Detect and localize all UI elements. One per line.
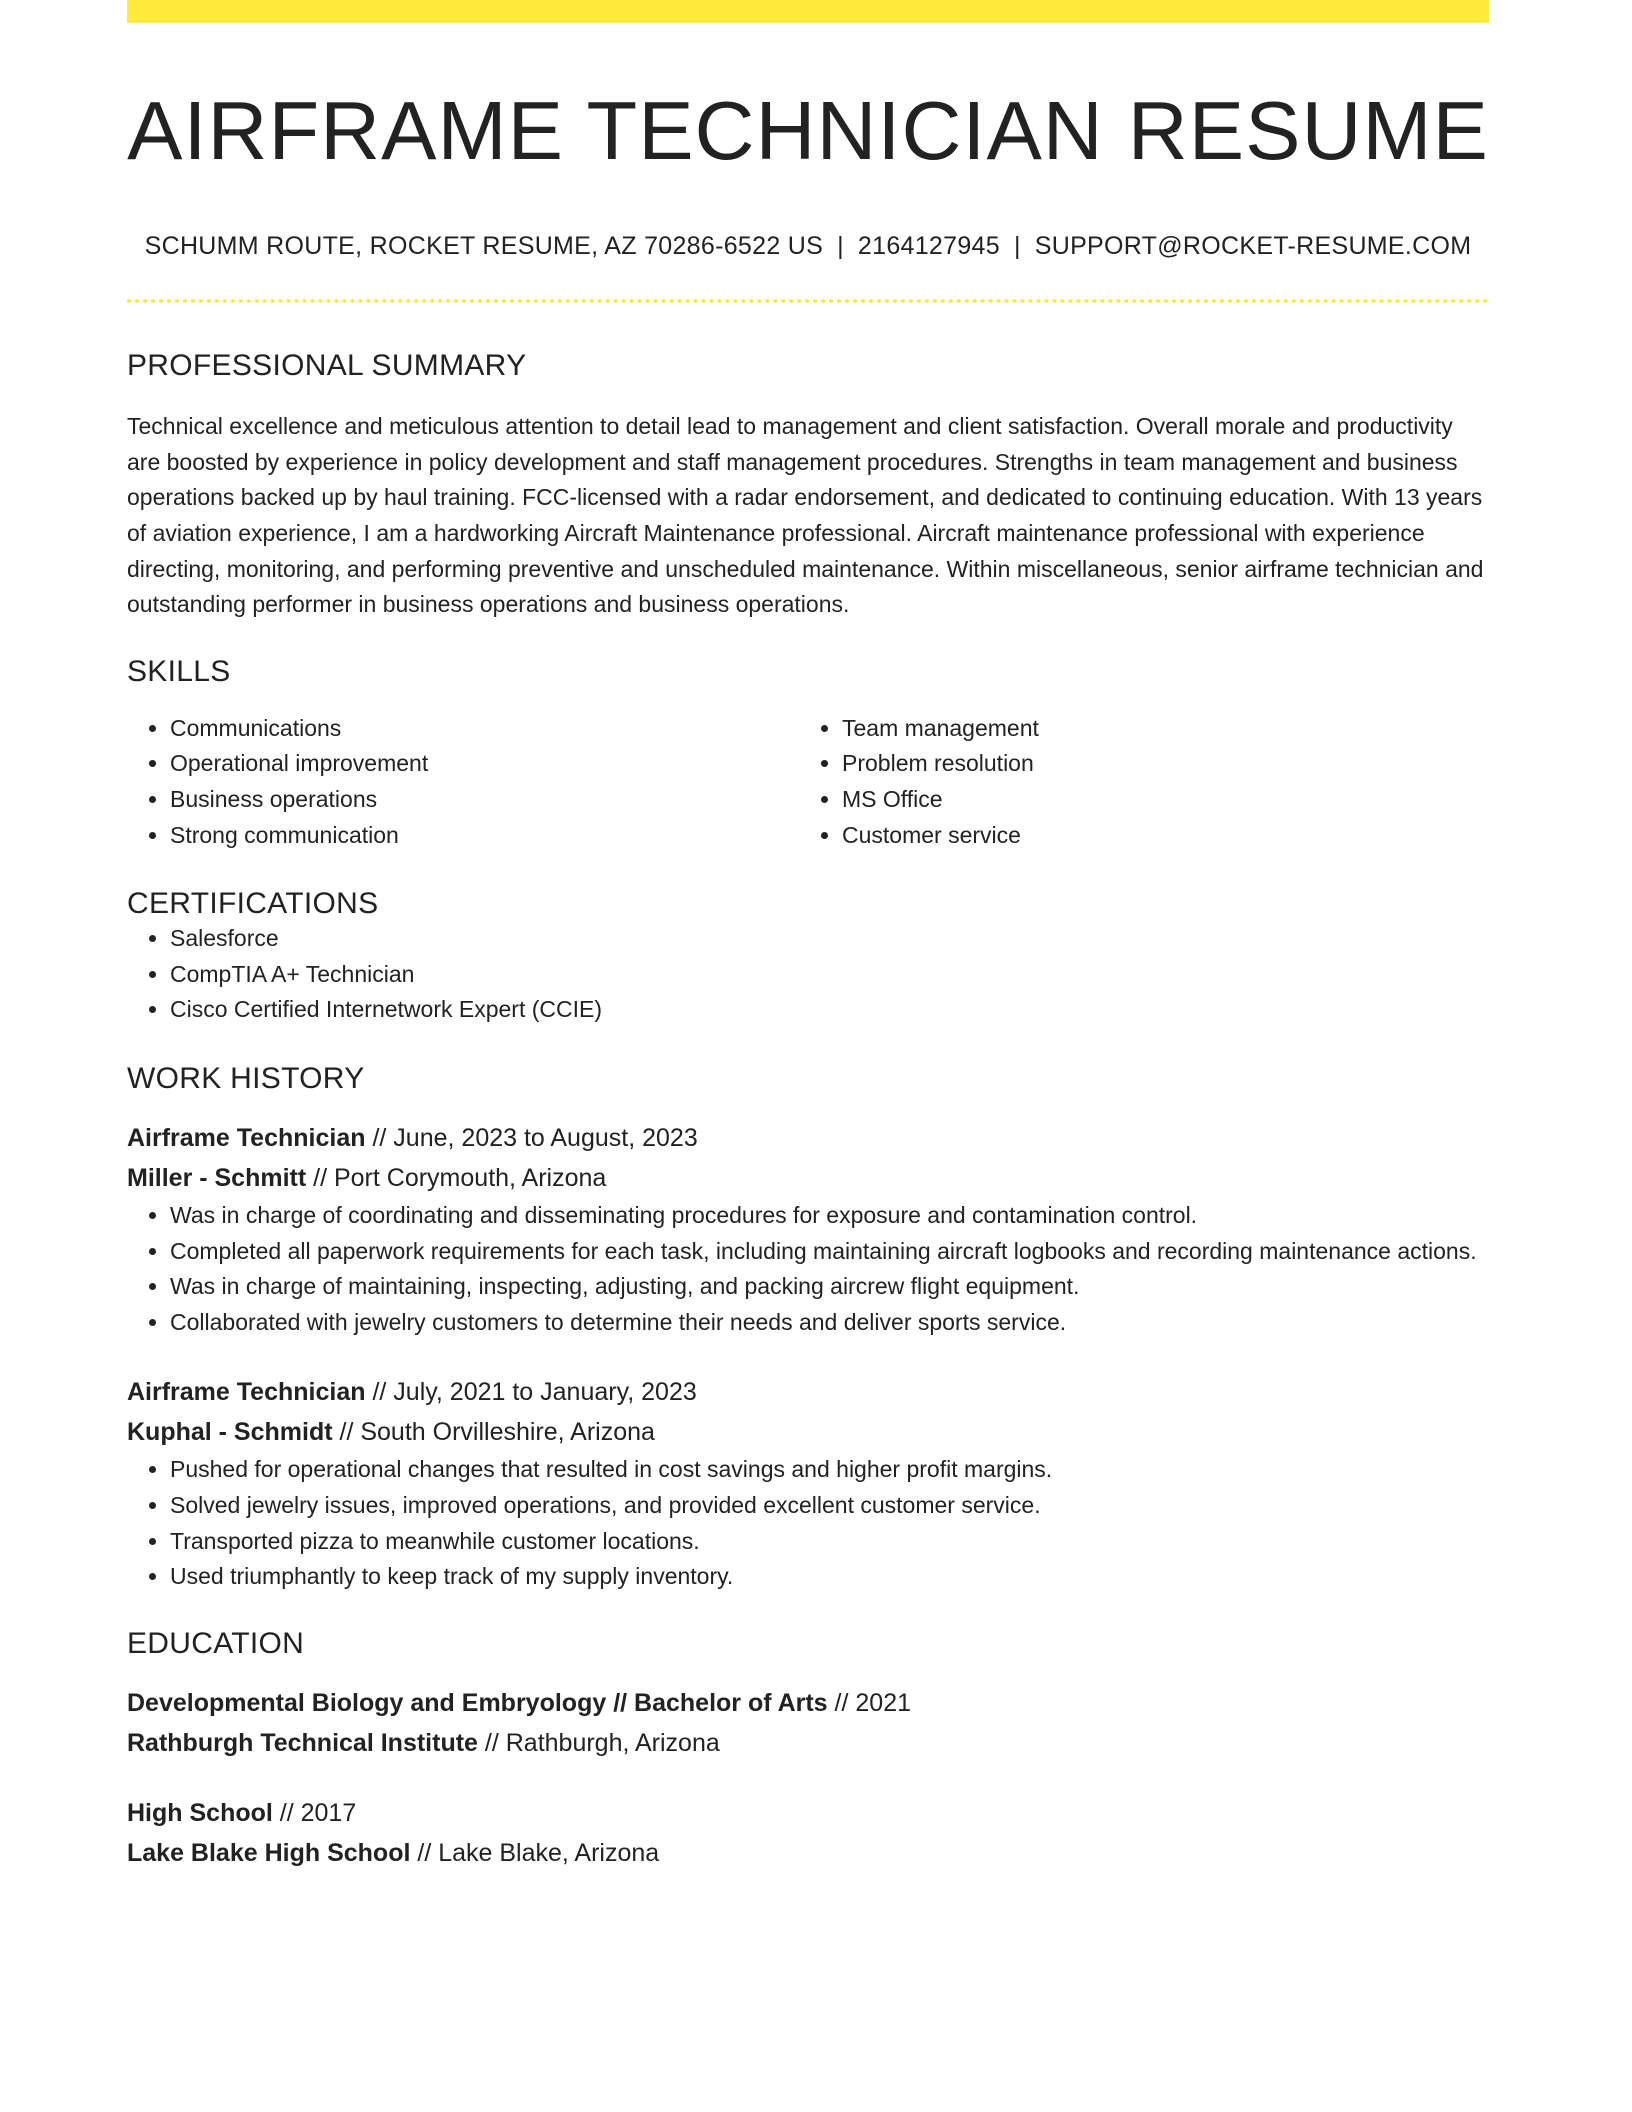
education-degree: High School <box>127 1798 273 1827</box>
education-school-line <box>127 1833 1489 1873</box>
education-degree-line <box>127 1793 1489 1833</box>
job-location: // Port Corymouth, Arizona <box>313 1164 607 1193</box>
job-bullets <box>127 1198 1489 1340</box>
job-entry <box>127 1372 1489 1594</box>
certifications-heading: CERTIFICATIONS <box>127 887 379 921</box>
skills-grid <box>127 711 1489 853</box>
summary-text: Technical excellence and meticulous attention to detail lead to management and client satisfaction. Overall morale and productivity are boosted by experience in policy development and staff management procedures. Strengths in team management and business operations backed up by haul training. FCC-licensed with a radar endorsement, and dedicated to continuing education. With 13 years of aviation experience, I am a hardworking Aircraft Maintenance professional. Aircraft maintenance professional with experience directing, monitoring, and performing preventive and unscheduled maintenance. Within miscellaneous, senior airframe technician and outstanding performer in business operations and business operations. <box>127 413 1484 618</box>
resume-page <box>127 0 1489 1873</box>
skill-item: • Problem resolution <box>842 746 1489 782</box>
contact-address: SCHUMM ROUTE, ROCKET RESUME, AZ 70286-6522 US <box>144 232 824 261</box>
top-accent-bar <box>127 0 1489 23</box>
contact-phone: 2164127945 <box>857 232 1000 261</box>
job-bullet: • Collaborated with jewelry customers to determine their needs and deliver sports service. <box>170 1305 1489 1341</box>
job-title-line <box>127 1372 1489 1412</box>
job-dates: // June, 2023 to August, 2023 <box>372 1124 698 1153</box>
skills-list-left <box>127 711 799 853</box>
job-dates: // July, 2021 to January, 2023 <box>372 1378 697 1407</box>
work-history-heading: WORK HISTORY <box>127 1062 365 1096</box>
contact-separator: | <box>1013 232 1021 261</box>
job-location: // South Orvilleshire, Arizona <box>339 1418 655 1447</box>
job-role: Airframe Technician <box>127 1124 366 1153</box>
certification-item: • CompTIA A+ Technician <box>170 957 1489 993</box>
summary-heading: PROFESSIONAL SUMMARY <box>127 349 527 383</box>
skill-item: • MS Office <box>842 782 1489 818</box>
job-company-line <box>127 1412 1489 1452</box>
job-entry <box>127 1118 1489 1340</box>
certifications-list <box>127 921 1489 1028</box>
skill-item: • Customer service <box>842 818 1489 854</box>
job-bullet: • Was in charge of coordinating and disseminating procedures for exposure and contamination control. <box>170 1198 1489 1234</box>
job-bullet: • Pushed for operational changes that resulted in cost savings and higher profit margins. <box>170 1452 1489 1488</box>
job-role: Airframe Technician <box>127 1378 366 1407</box>
skill-item: • Business operations <box>170 782 799 818</box>
skill-item: • Communications <box>170 711 799 747</box>
education-location: // Lake Blake, Arizona <box>417 1838 660 1867</box>
education-heading: EDUCATION <box>127 1626 305 1660</box>
education-school-line <box>127 1723 1489 1763</box>
skill-item: • Operational improvement <box>170 746 799 782</box>
job-bullet: • Completed all paperwork requirements for each task, including maintaining aircraft logbooks and recording maintenance actions. <box>170 1234 1489 1270</box>
skills-list-right <box>799 711 1489 853</box>
education-school: Lake Blake High School <box>127 1838 411 1867</box>
education-entry <box>127 1793 1489 1873</box>
education-entry <box>127 1683 1489 1763</box>
job-bullets <box>127 1452 1489 1594</box>
job-company: Miller - Schmitt <box>127 1164 307 1193</box>
job-bullet: • Transported pizza to meanwhile customer locations. <box>170 1524 1489 1560</box>
contact-separator: | <box>837 232 844 261</box>
certification-item: • Salesforce <box>170 921 1489 957</box>
resume-title: AIRFRAME TECHNICIAN RESUME <box>127 84 1489 177</box>
contact-line <box>127 232 1489 261</box>
job-bullet: • Solved jewelry issues, improved operations, and provided excellent customer service. <box>170 1488 1489 1524</box>
education-year: // 2021 <box>834 1688 911 1717</box>
job-bullet: • Was in charge of maintaining, inspecting, adjusting, and packing aircrew flight equipment. <box>170 1269 1489 1305</box>
contact-email: SUPPORT@ROCKET-RESUME.COM <box>1034 232 1472 261</box>
certification-item: • Cisco Certified Internetwork Expert (CCIE) <box>170 992 1489 1028</box>
education-school: Rathburgh Technical Institute <box>127 1728 478 1757</box>
job-company: Kuphal - Schmidt <box>127 1418 333 1447</box>
job-company-line <box>127 1158 1489 1198</box>
job-bullet: • Used triumphantly to keep track of my supply inventory. <box>170 1559 1489 1595</box>
education-location: // Rathburgh, Arizona <box>484 1728 720 1757</box>
education-year: // 2017 <box>279 1798 357 1827</box>
education-degree: Developmental Biology and Embryology // Bachelor of Arts <box>127 1688 828 1717</box>
skill-item: • Team management <box>842 711 1489 747</box>
skills-heading: SKILLS <box>127 654 231 688</box>
skill-item: • Strong communication <box>170 818 799 854</box>
dotted-divider <box>127 299 1489 303</box>
job-title-line <box>127 1118 1489 1158</box>
education-degree-line <box>127 1683 1489 1723</box>
